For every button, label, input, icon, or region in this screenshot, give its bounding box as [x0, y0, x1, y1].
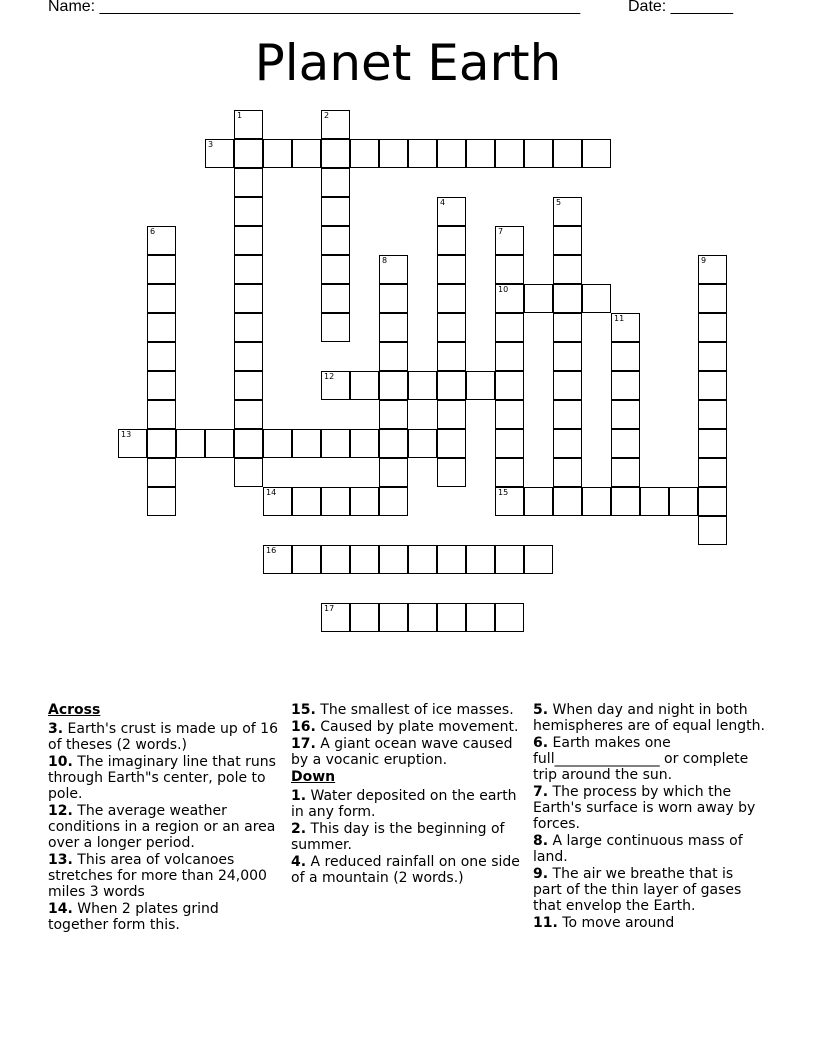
- grid-cell[interactable]: [234, 110, 263, 139]
- clue-text: Caused by plate movement.: [320, 719, 519, 735]
- grid-cell[interactable]: [147, 226, 176, 255]
- grid-cell[interactable]: [321, 545, 350, 574]
- grid-cell[interactable]: [321, 284, 350, 313]
- grid-cell[interactable]: [553, 400, 582, 429]
- grid-cell[interactable]: [437, 458, 466, 487]
- grid-cell[interactable]: [553, 342, 582, 371]
- cell-number: 4: [440, 198, 446, 207]
- grid-cell[interactable]: [234, 168, 263, 197]
- clue-number: 16.: [291, 719, 316, 735]
- clue-number: 6.: [533, 735, 549, 751]
- grid-cell[interactable]: [495, 429, 524, 458]
- cell-number: 2: [324, 111, 330, 120]
- grid-cell[interactable]: [379, 139, 408, 168]
- grid-cell[interactable]: [466, 139, 495, 168]
- grid-cell[interactable]: [379, 487, 408, 516]
- clue-number: 4.: [291, 854, 307, 870]
- clue-text: Earth makes one full_______________ or complete trip around the sun.: [533, 735, 749, 783]
- cell-number: 13: [121, 430, 132, 439]
- clue-number: 11.: [533, 915, 558, 931]
- grid-cell[interactable]: [495, 226, 524, 255]
- grid-cell[interactable]: [379, 371, 408, 400]
- date-field-line[interactable]: Date: _______: [628, 0, 733, 15]
- cell-number: 10: [498, 285, 509, 294]
- grid-cell[interactable]: [698, 400, 727, 429]
- grid-cell[interactable]: [437, 342, 466, 371]
- grid-cell[interactable]: [495, 545, 524, 574]
- grid-cell[interactable]: [495, 400, 524, 429]
- clue-number: 7.: [533, 784, 549, 800]
- grid-cell[interactable]: [147, 284, 176, 313]
- clue-down-6: [533, 735, 765, 783]
- grid-cell[interactable]: [553, 255, 582, 284]
- clue-number: 17.: [291, 736, 316, 752]
- grid-cell[interactable]: [495, 342, 524, 371]
- clue-number: 13.: [48, 852, 73, 868]
- grid-cell[interactable]: [611, 458, 640, 487]
- grid-cell[interactable]: [640, 487, 669, 516]
- grid-cell[interactable]: [582, 284, 611, 313]
- grid-cell[interactable]: [495, 371, 524, 400]
- grid-cell[interactable]: [292, 429, 321, 458]
- grid-cell[interactable]: [379, 458, 408, 487]
- grid-cell[interactable]: [147, 371, 176, 400]
- grid-cell[interactable]: [524, 139, 553, 168]
- clue-down-7: [533, 784, 765, 832]
- grid-cell[interactable]: [437, 226, 466, 255]
- grid-cell[interactable]: [147, 342, 176, 371]
- grid-cell[interactable]: [611, 342, 640, 371]
- grid-cell[interactable]: [553, 458, 582, 487]
- clue-across-3: [48, 721, 280, 753]
- clue-text: Water deposited on the earth in any form.: [291, 788, 517, 820]
- grid-cell[interactable]: [553, 429, 582, 458]
- grid-cell[interactable]: [379, 284, 408, 313]
- grid-cell[interactable]: [379, 342, 408, 371]
- grid-cell[interactable]: [234, 284, 263, 313]
- clue-down-11: [533, 915, 765, 931]
- grid-cell[interactable]: [379, 313, 408, 342]
- grid-cell[interactable]: [524, 487, 553, 516]
- grid-cell[interactable]: [263, 545, 292, 574]
- grid-cell[interactable]: [234, 313, 263, 342]
- grid-cell[interactable]: [321, 139, 350, 168]
- grid-cell[interactable]: [582, 487, 611, 516]
- clues-column-3: [533, 702, 765, 932]
- grid-cell[interactable]: [263, 139, 292, 168]
- grid-cell[interactable]: [408, 545, 437, 574]
- grid-cell[interactable]: [321, 255, 350, 284]
- grid-cell[interactable]: [437, 255, 466, 284]
- grid-cell[interactable]: [524, 545, 553, 574]
- grid-cell[interactable]: [234, 429, 263, 458]
- grid-cell[interactable]: [495, 487, 524, 516]
- grid-cell[interactable]: [234, 139, 263, 168]
- grid-cell[interactable]: [611, 371, 640, 400]
- grid-cell[interactable]: [292, 139, 321, 168]
- grid-cell[interactable]: [437, 313, 466, 342]
- clue-number: 2.: [291, 821, 307, 837]
- clue-text: The air we breathe that is part of the thin layer of gases that envelop the Earth.: [533, 866, 742, 914]
- across-heading: Across: [48, 702, 101, 718]
- grid-cell[interactable]: [698, 313, 727, 342]
- grid-cell[interactable]: [408, 603, 437, 632]
- clue-across-15: [291, 702, 523, 718]
- clue-text: This area of volcanoes stretches for more than 24,000 miles 3 words: [48, 852, 267, 900]
- grid-cell[interactable]: [495, 284, 524, 313]
- grid-cell[interactable]: [582, 139, 611, 168]
- grid-cell[interactable]: [205, 429, 234, 458]
- grid-cell[interactable]: [292, 487, 321, 516]
- grid-cell[interactable]: [321, 487, 350, 516]
- grid-cell[interactable]: [234, 342, 263, 371]
- clue-across-13: [48, 852, 280, 900]
- clue-number: 14.: [48, 901, 73, 917]
- grid-cell[interactable]: [234, 197, 263, 226]
- grid-cell[interactable]: [553, 371, 582, 400]
- grid-cell[interactable]: [698, 516, 727, 545]
- cell-number: 16: [266, 546, 277, 555]
- grid-cell[interactable]: [350, 139, 379, 168]
- grid-cell[interactable]: [292, 545, 321, 574]
- grid-cell[interactable]: [350, 429, 379, 458]
- grid-cell[interactable]: [350, 371, 379, 400]
- cell-number: 11: [614, 314, 625, 323]
- grid-cell[interactable]: [524, 284, 553, 313]
- grid-cell[interactable]: [147, 255, 176, 284]
- grid-cell[interactable]: [379, 255, 408, 284]
- clue-across-16: [291, 719, 523, 735]
- clue-down-2: [291, 821, 523, 853]
- cell-number: 5: [556, 198, 562, 207]
- clue-text: The average weather conditions in a region or an area over a longer period.: [48, 803, 276, 851]
- cell-number: 3: [208, 140, 214, 149]
- grid-cell[interactable]: [234, 458, 263, 487]
- grid-cell[interactable]: [495, 458, 524, 487]
- grid-cell[interactable]: [350, 545, 379, 574]
- clue-down-8: [533, 833, 765, 865]
- clue-number: 5.: [533, 702, 549, 718]
- clue-text: Earth's crust is made up of 16 of theses (2 words.): [48, 721, 278, 753]
- grid-cell[interactable]: [495, 139, 524, 168]
- clue-text: This day is the beginning of summer.: [291, 821, 505, 853]
- grid-cell[interactable]: [611, 313, 640, 342]
- grid-cell[interactable]: [147, 487, 176, 516]
- clue-text: A reduced rainfall on one side of a mountain (2 words.): [291, 854, 520, 886]
- grid-cell[interactable]: [321, 226, 350, 255]
- clues-column-2: [291, 702, 523, 887]
- grid-cell[interactable]: [234, 226, 263, 255]
- clue-text: A large continuous mass of land.: [533, 833, 743, 865]
- clue-across-12: [48, 803, 280, 851]
- grid-cell[interactable]: [234, 400, 263, 429]
- grid-cell[interactable]: [553, 313, 582, 342]
- clue-across-14: [48, 901, 280, 933]
- grid-cell[interactable]: [698, 371, 727, 400]
- grid-cell[interactable]: [147, 313, 176, 342]
- clues-column-1: [48, 702, 280, 934]
- grid-cell[interactable]: [437, 139, 466, 168]
- clue-text: The imaginary line that runs through Earth"s center, pole to pole.: [48, 754, 276, 802]
- grid-cell[interactable]: [263, 487, 292, 516]
- grid-cell[interactable]: [553, 226, 582, 255]
- clue-text: A giant ocean wave caused by a vocanic eruption.: [291, 736, 513, 768]
- grid-cell[interactable]: [118, 429, 147, 458]
- grid-cell[interactable]: [379, 400, 408, 429]
- grid-cell[interactable]: [669, 487, 698, 516]
- grid-cell[interactable]: [234, 255, 263, 284]
- grid-cell[interactable]: [698, 429, 727, 458]
- grid-cell[interactable]: [553, 487, 582, 516]
- grid-cell[interactable]: [698, 284, 727, 313]
- cell-number: 7: [498, 227, 504, 236]
- cell-number: 8: [382, 256, 388, 265]
- grid-cell[interactable]: [408, 139, 437, 168]
- grid-cell[interactable]: [408, 371, 437, 400]
- grid-cell[interactable]: [495, 603, 524, 632]
- grid-cell[interactable]: [611, 487, 640, 516]
- cell-number: 12: [324, 372, 335, 381]
- grid-cell[interactable]: [437, 284, 466, 313]
- grid-cell[interactable]: [437, 545, 466, 574]
- down-heading: Down: [291, 769, 336, 785]
- cell-number: 17: [324, 604, 335, 613]
- grid-cell[interactable]: [698, 487, 727, 516]
- grid-cell[interactable]: [553, 197, 582, 226]
- grid-cell[interactable]: [495, 313, 524, 342]
- clue-number: 1.: [291, 788, 307, 804]
- clue-down-4: [291, 854, 523, 886]
- grid-cell[interactable]: [611, 400, 640, 429]
- grid-cell[interactable]: [350, 603, 379, 632]
- grid-cell[interactable]: [437, 429, 466, 458]
- clue-down-5: [533, 702, 765, 734]
- clue-number: 3.: [48, 721, 64, 737]
- clue-down-9: [533, 866, 765, 914]
- grid-cell[interactable]: [350, 487, 379, 516]
- cell-number: 9: [701, 256, 707, 265]
- grid-cell[interactable]: [379, 545, 408, 574]
- clue-down-1: [291, 788, 523, 820]
- grid-cell[interactable]: [205, 139, 234, 168]
- clue-text: To move around: [562, 915, 675, 931]
- name-field-line[interactable]: Name: ______________________________________________________: [48, 0, 581, 15]
- grid-cell[interactable]: [437, 371, 466, 400]
- grid-cell[interactable]: [379, 603, 408, 632]
- grid-cell[interactable]: [698, 255, 727, 284]
- grid-cell[interactable]: [321, 313, 350, 342]
- grid-cell[interactable]: [466, 603, 495, 632]
- grid-cell[interactable]: [321, 197, 350, 226]
- grid-cell[interactable]: [379, 429, 408, 458]
- clue-across-10: [48, 754, 280, 802]
- grid-cell[interactable]: [698, 342, 727, 371]
- grid-cell[interactable]: [321, 110, 350, 139]
- grid-cell[interactable]: [321, 603, 350, 632]
- clue-number: 8.: [533, 833, 549, 849]
- grid-cell[interactable]: [698, 458, 727, 487]
- grid-cell[interactable]: [263, 429, 292, 458]
- grid-cell[interactable]: [321, 371, 350, 400]
- grid-cell[interactable]: [553, 284, 582, 313]
- clue-text: When day and night in both hemispheres are of equal length.: [533, 702, 765, 734]
- grid-cell[interactable]: [553, 139, 582, 168]
- clue-number: 10.: [48, 754, 73, 770]
- cell-number: 1: [237, 111, 243, 120]
- clue-number: 12.: [48, 803, 73, 819]
- grid-cell[interactable]: [176, 429, 205, 458]
- clue-text: The process by which the Earth's surface is worn away by forces.: [533, 784, 756, 832]
- page-title: Planet Earth: [254, 34, 562, 92]
- grid-cell[interactable]: [147, 400, 176, 429]
- clue-text: The smallest of ice masses.: [320, 702, 514, 718]
- cell-number: 15: [498, 488, 509, 497]
- grid-cell[interactable]: [437, 603, 466, 632]
- grid-cell[interactable]: [437, 197, 466, 226]
- cell-number: 14: [266, 488, 277, 497]
- grid-cell[interactable]: [611, 429, 640, 458]
- clue-number: 15.: [291, 702, 316, 718]
- clue-across-17: [291, 736, 523, 768]
- grid-cell[interactable]: [234, 371, 263, 400]
- grid-cell[interactable]: [147, 458, 176, 487]
- grid-cell[interactable]: [321, 168, 350, 197]
- grid-cell[interactable]: [147, 429, 176, 458]
- grid-cell[interactable]: [466, 371, 495, 400]
- grid-cell[interactable]: [495, 255, 524, 284]
- grid-cell[interactable]: [408, 429, 437, 458]
- grid-cell[interactable]: [437, 400, 466, 429]
- grid-cell[interactable]: [466, 545, 495, 574]
- cell-number: 6: [150, 227, 156, 236]
- clue-number: 9.: [533, 866, 549, 882]
- grid-cell[interactable]: [321, 429, 350, 458]
- clue-text: When 2 plates grind together form this.: [48, 901, 219, 933]
